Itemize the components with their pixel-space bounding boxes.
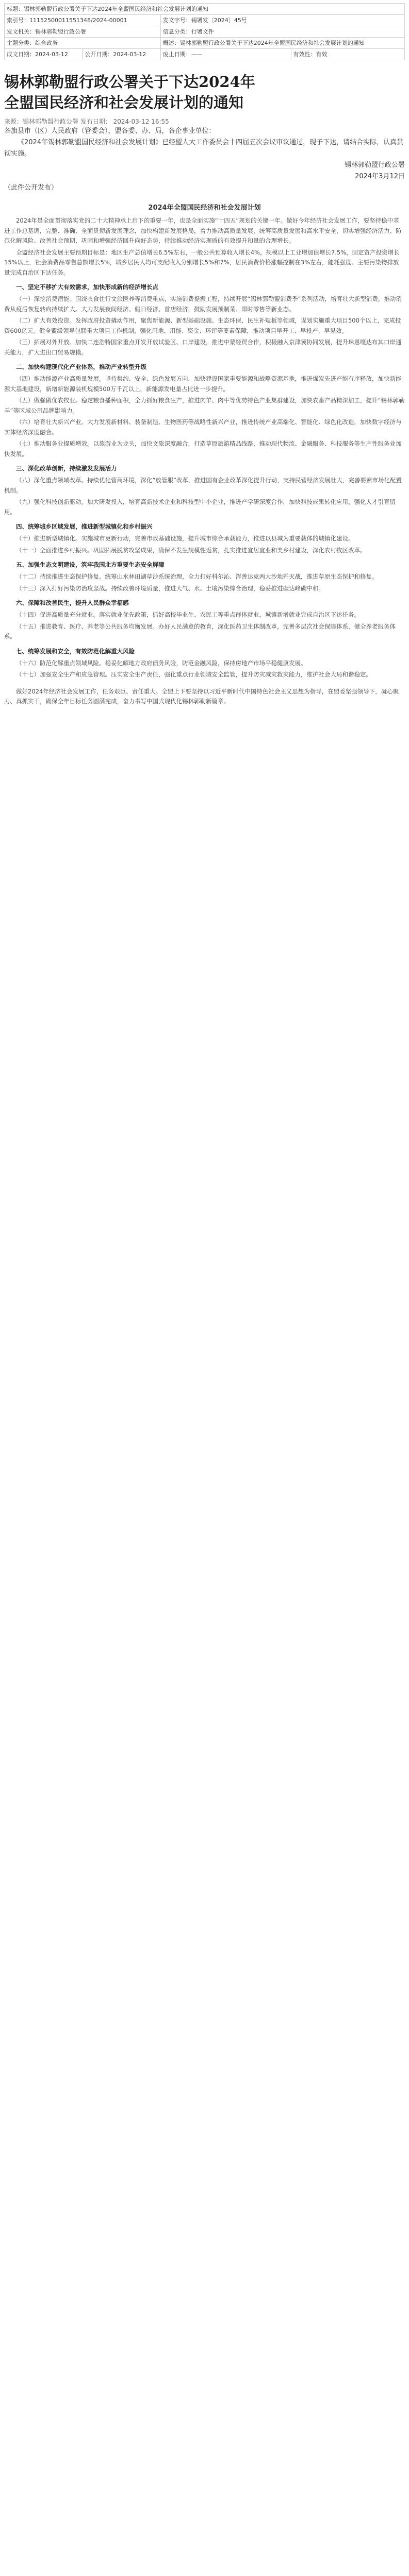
document-title bbox=[4, 72, 405, 113]
report-paragraph: （十二）持续推进生态保护修复。统筹山水林田湖草沙系统治理，全力打好科尔沁、浑善达克两大沙地歼灭战，推进草原生态保护和修复。 bbox=[16, 573, 378, 580]
report-paragraph: （十三）深入打好污染防治攻坚战。持续改善环境质量，推进大气、水、土壤污染综合治理，稳妥推进碳达峰碳中和。 bbox=[16, 584, 324, 592]
metadata-cell bbox=[5, 49, 83, 60]
metadata-label: 成文日期： bbox=[7, 51, 35, 58]
report-paragraph: （十六）防范化解重点领域风险。稳妥化解地方政府债务风险，防范金融风险，保持房地产市场平稳健康发展。 bbox=[16, 659, 307, 667]
report-section-heading: 三、深化改革创新，持续激发发展活力 bbox=[16, 465, 117, 472]
metadata-label: 索引号： bbox=[7, 17, 29, 24]
metadata-label: 标题： bbox=[7, 6, 24, 12]
report-paragraph: （三）拓展对外开放。加快二连浩特国家重点开发开放试验区、口岸建设，推进中蒙经贸合作，积极融入京津冀协同发展，提升珠恩嘎达布其口岸通关能力，扩大进出口贸易规模。 bbox=[4, 338, 402, 356]
report-paragraph: （十）推进新型城镇化。实施城市更新行动，完善市政基础设施，提升城市综合承载能力，推进以县城为重要载体的城镇化建设。 bbox=[16, 535, 354, 542]
metadata-label: 有效性： bbox=[293, 51, 316, 58]
report-section-heading: 五、加强生态文明建设，筑牢我国北方重要生态安全屏障 bbox=[16, 561, 165, 568]
document-source: 来源：锡林郭勒盟行政公署 发布日期： 2024-03-12 16:55 bbox=[4, 118, 169, 125]
report-paragraph: （六）培育壮大新兴产业。大力发展新材料、装备制造、生物医药等战略性新兴产业，推进传统产业高端化、智能化、绿色化改造，加快数字经济与实体经济深度融合。 bbox=[4, 418, 402, 436]
document-title-line-2: 全盟国民经济和社会发展计划的通知 bbox=[4, 94, 244, 111]
report-paragraph: （十一）全面推进乡村振兴。巩固拓展脱贫攻坚成果，确保不发生规模性返贫，扎实推进宜居宜业和美乡村建设，深化农村牧区改革。 bbox=[16, 546, 366, 554]
metadata-cell bbox=[160, 15, 404, 26]
report-paragraph: （八）深化重点领域改革。持续优化营商环境，深化“放管服”改革，推进国有企业改革深化提升行动，支持民营经济发展壮大，完善要素市场化配置机制。 bbox=[4, 477, 402, 494]
metadata-cell bbox=[5, 4, 405, 15]
metadata-label: 废止日期： bbox=[162, 51, 191, 58]
report-paragraph: （四）推动能源产业高质量发展。坚持集约、安全、绿色发展方向，加快建设国家重要能源和战略资源基地，推进煤炭先进产能有序释放，加快新能源大基地建设，新增新能源装机规模500万千瓦以上，新能源发电量占比进一步提升。 bbox=[4, 375, 402, 393]
report-section-heading: 四、统筹城乡区域发展，推进新型城镇化和乡村振兴 bbox=[16, 523, 153, 530]
metadata-row bbox=[5, 49, 405, 60]
notice-signer: 锡林郭勒盟行政公署 bbox=[344, 161, 405, 169]
metadata-value: 11152500011551348/2024-00001 bbox=[29, 17, 127, 24]
report-body bbox=[4, 216, 405, 707]
metadata-value: 锡林郭勒盟行政公署关于下达2024年全盟国民经济和社会发展计划的通知 bbox=[24, 6, 208, 12]
metadata-label: 主题分类： bbox=[7, 40, 35, 46]
metadata-row bbox=[5, 15, 405, 26]
report-paragraph: （一）深挖消费潜能。围绕衣食住行文旅医养等消费重点，实施消费提振工程，持续开展“锡林郭勒盟消费季”系列活动，培育壮大新型消费，推动消费从疫后恢复转向持续扩大。大力发展夜间经济、假日经济、首店经济，鼓励发展预制菜、即时零售等新业态。 bbox=[4, 295, 402, 313]
notice-date: 2024年3月12日 bbox=[355, 173, 405, 180]
report-paragraph: （十四）促进高质量充分就业。落实就业优先政策，抓好高校毕业生、农民工等重点群体就业，城镇新增就业完成自治区下达任务。 bbox=[16, 611, 360, 618]
metadata-value: 综合政务 bbox=[35, 40, 58, 46]
metadata-value: 信息分类：行署文件 bbox=[162, 28, 214, 35]
metadata-row bbox=[5, 4, 405, 15]
report-section-heading: 一、坚定不移扩大有效需求，加快形成新的经济增长点 bbox=[16, 283, 158, 291]
report-paragraph: （五）做强做优农牧业。稳定粮食播种面积，全力抓好粮食生产，推进肉羊、肉牛等优势特色产业集群建设，加快农畜产品精深加工，提升“锡林郭勒羊”等区域公用品牌影响力。 bbox=[4, 397, 405, 414]
metadata-cell bbox=[291, 49, 405, 60]
metadata-value: 有效 bbox=[316, 51, 328, 58]
report-paragraph: （十五）推进教育、医疗、养老等公共服务均衡发展。办好人民满意的教育，深化医药卫生体制改革，完善多层次社会保障体系，健全养老服务体系。 bbox=[4, 622, 396, 640]
metadata-cell bbox=[160, 49, 291, 60]
metadata-label: 发文字号： bbox=[162, 17, 191, 24]
report-closing: 做好2024年经济社会发展工作，任务艰巨、责任重大。全盟上下要坚持以习近平新时代中国特色社会主义思想为指导，在盟委坚强领导下，凝心聚力、真抓实干，确保全年目标任务圆满完成，奋力书写中国式现代化锡林郭勒新篇章。 bbox=[4, 687, 399, 705]
report-section-heading: 七、统筹发展和安全，有效防范化解重大风险 bbox=[16, 647, 135, 655]
notice-body bbox=[4, 126, 405, 194]
notice-paragraph: 《2024年锡林郭勒盟国民经济和社会发展计划》已经盟人大工作委员会十四届五次会议审议通过，现予下达，请结合实际，认真贯彻实施。 bbox=[4, 139, 404, 158]
document-title-line-1: 锡林郭勒盟行政公署关于下达2024年 bbox=[4, 73, 255, 91]
metadata-cell bbox=[83, 49, 160, 60]
metadata-value: 2024-03-12 bbox=[113, 51, 146, 58]
metadata-value: 概述：锡林郭勒盟行政公署关于下达2024年全盟国民经济和社会发展计划的通知 bbox=[162, 40, 365, 46]
report-paragraph: （二）扩大有效投资。发挥政府投资撬动作用，聚焦新能源、新型基础设施、生态环保、民生补短板等领域，谋划实施重大项目500个以上，完成投资600亿元。健全盟级领导包联重大项目工作机制，强化用地、用能、资金、环评等要素保障，推动项目早开工、早投产、早见效。 bbox=[4, 317, 401, 334]
metadata-value: 2024-03-12 bbox=[35, 51, 68, 58]
report-sections bbox=[4, 282, 405, 680]
metadata-value: —— bbox=[191, 51, 203, 58]
report-intro: 2024年是全面贯彻落实党的二十大精神承上启下的重要一年，也是全面实施“十四五”规划的关键一年。做好今年经济社会发展工作，要坚持稳中求进工作总基调，完整、准确、全面贯彻新发展理念，加快构建新发展格局，着力推动高质量发展，统筹高质量发展和高水平安全，切实增强经济活力、防范化解风险、改善社会预期，巩固和增强经济回升向好态势，持续推动经济实现质的有效提升和量的合理增长。 bbox=[4, 217, 402, 244]
document-metadata-table bbox=[4, 3, 405, 60]
metadata-row bbox=[5, 26, 405, 38]
notice-publication-note: （此件公开发布） bbox=[4, 184, 58, 192]
metadata-row bbox=[5, 38, 405, 49]
page-container bbox=[4, 3, 405, 708]
metadata-value: 锡署发〔2024〕45号 bbox=[191, 17, 247, 24]
report-paragraph: （七）推动服务业提质增效。以旅游业为龙头，加快文旅深度融合，打造草原旅游精品线路，推动现代物流、金融服务、科技服务等生产性服务业加快发展。 bbox=[4, 440, 402, 457]
report-section-heading: 六、保障和改善民生，提升人民群众幸福感 bbox=[16, 599, 129, 606]
metadata-value: 锡林郭勒盟行政公署 bbox=[35, 28, 86, 35]
metadata-label: 发文机关： bbox=[7, 28, 35, 35]
report-paragraph: （十七）加强安全生产和应急管理。压实安全生产责任，强化重点行业领域安全监管，提升防灾减灾救灾能力，维护社会大局和谐稳定。 bbox=[16, 671, 372, 678]
report-paragraph: （九）强化科技创新驱动。加大研发投入，培育高新技术企业和科技型中小企业，推进产学研深度合作，加快科技成果转化应用，强化人才引育留用。 bbox=[4, 498, 396, 516]
metadata-cell bbox=[160, 38, 404, 49]
report-targets: 全盟经济社会发展主要预期目标是：地区生产总值增长6.5%左右，一般公共预算收入增长4%，规模以上工业增加值增长7.5%，固定资产投资增长15%以上，社会消费品零售总额增长5%，城乡居民人均可支配收入分别增长5%和7%，居民消费价格涨幅控制在3%左右，能耗强度、主要污染物排放量完成自治区下达任务。 bbox=[4, 248, 400, 276]
metadata-cell bbox=[5, 38, 161, 49]
metadata-cell bbox=[160, 26, 404, 38]
metadata-cell bbox=[5, 26, 161, 38]
metadata-label: 公开日期： bbox=[85, 51, 113, 58]
notice-address: 各旗县市（区）人民政府（管委会），盟各委、办、局，各企事业单位： bbox=[4, 127, 216, 135]
metadata-cell bbox=[5, 15, 161, 26]
report-title: 2024年全盟国民经济和社会发展计划 bbox=[148, 204, 261, 212]
report-section-heading: 二、加快构建现代化产业体系，推动产业转型升级 bbox=[16, 363, 146, 370]
